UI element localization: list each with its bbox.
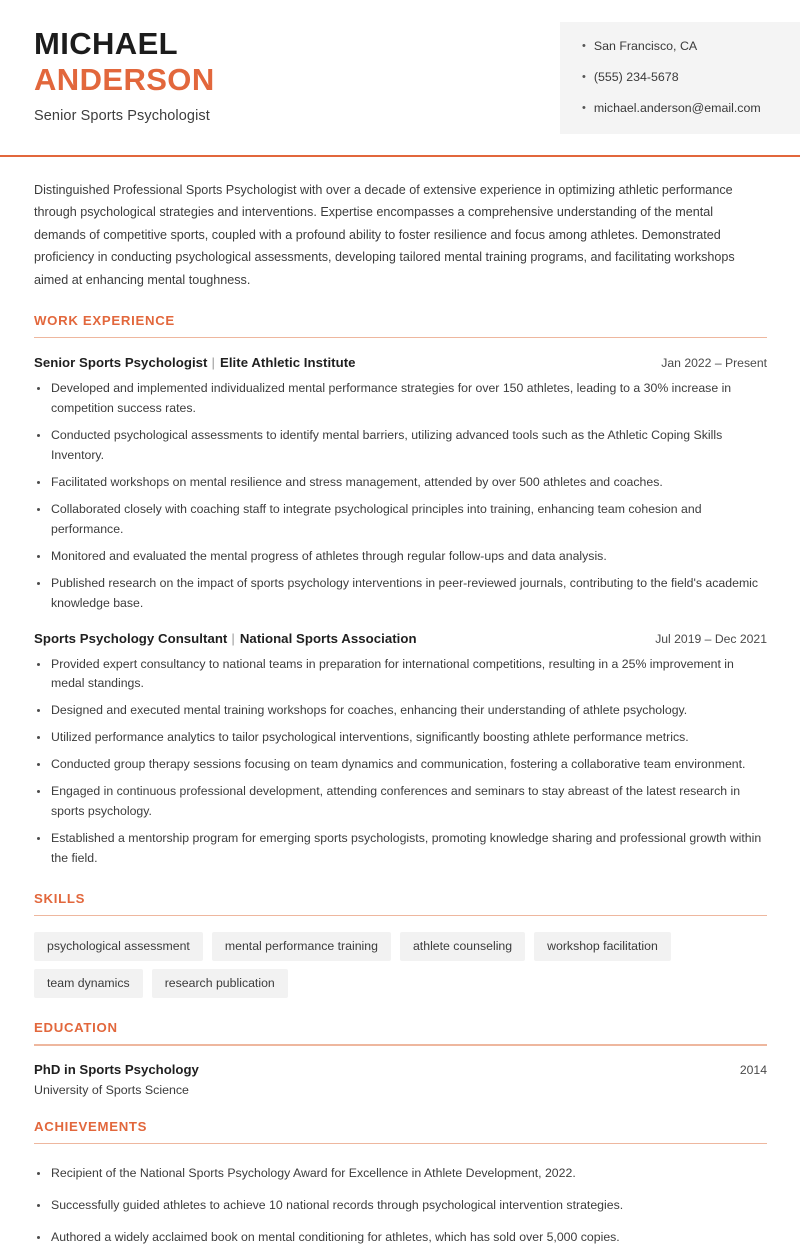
section-title-work-experience: WORK EXPERIENCE [34,312,175,328]
section-title-education: EDUCATION [34,1020,118,1036]
skill-chip: research publication [152,969,288,998]
contact-phone[interactable] [582,69,784,87]
first-name: MICHAEL [34,26,179,61]
list-item: Conducted psychological assessments to identify mental barriers, utilizing advanced tools such as the Athletic Coping Skills Inventory. [34,426,767,466]
skill-chip: workshop facilitation [534,932,671,961]
skill-chip: mental performance training [212,932,391,961]
list-item: Authored a widely acclaimed book on mental conditioning for athletes, which has sold over 5,000 copies. [34,1228,767,1248]
experience-organization: National Sports Association [239,630,417,646]
section-divider [34,337,767,339]
section-skills [34,891,767,999]
list-item: Published research on the impact of sports psychology interventions in peer-reviewed journals, contributing to the field's academic knowledge base. [34,574,767,614]
contact-location-value: San Francisco, CA [593,39,698,53]
contact-panel [560,22,800,134]
identity-block [0,22,215,124]
section-title-skills: SKILLS [34,890,86,906]
experience-bullets [34,655,767,869]
list-item: Facilitated workshops on mental resilience and stress management, attended by over 500 athletes and coaches. [34,473,767,493]
headline-job-title: Senior Sports Psychologist [34,107,210,124]
skill-chip: athlete counseling [400,932,525,961]
education-entry [34,1062,767,1097]
education-degree: PhD in Sports Psychology [34,1061,199,1077]
experience-entry-header [34,631,767,646]
list-item: Designed and executed mental training workshops for coaches, enhancing their understanding of athlete psychology. [34,701,767,721]
experience-role: Sports Psychology Consultant [34,630,228,646]
section-divider [34,1044,767,1046]
skill-chip: team dynamics [34,969,143,998]
list-item: Successfully guided athletes to achieve 10 national records through psychological intervention strategies. [34,1196,767,1216]
skill-chip: psychological assessment [34,932,203,961]
header-divider [0,155,800,157]
experience-entry [34,631,767,869]
contact-email[interactable] [582,100,784,118]
education-year: 2014 [739,1062,767,1077]
section-divider [34,1143,767,1145]
experience-role: Senior Sports Psychologist [34,355,208,371]
list-item: Conducted group therapy sessions focusing on team dynamics and communication, fostering a collaborative team environment. [34,755,767,775]
contact-email-value: michael.anderson@email.com [593,100,761,115]
skills-list [34,932,767,998]
education-institution: University of Sports Science [34,1082,189,1097]
list-item: Established a mentorship program for emerging sports psychologists, promoting knowledge sharing and professional growth within the field. [34,829,767,869]
resume-header [0,0,800,134]
experience-entry-header [34,355,767,370]
contact-phone-value: (555) 234-5678 [593,69,679,84]
experience-bullets [34,379,767,613]
list-item: Provided expert consultancy to national teams in preparation for international competitions, resulting in a 25% improvement in medal standings. [34,655,767,695]
section-work-experience [34,313,767,869]
list-item: Recipient of the National Sports Psychology Award for Excellence in Athlete Development, 2022. [34,1164,767,1184]
section-achievements [34,1119,767,1248]
bullet-icon: • [582,70,586,83]
achievements-list [34,1164,767,1248]
professional-summary: Distinguished Professional Sports Psychologist with over a decade of extensive experience in optimizing athletic performance through psychological strategies and interventions. Expertise encompasses a comprehensive understanding of the mental demands of competitive sports, coupled with a profound ability to foster resilience and focus among athletes. Demonstrated proficiency in conducting psychological assessments, developing tailored mental training programs, and facilitating workshops aimed at enhancing mental toughness. [34,182,735,287]
list-item: Collaborated closely with coaching staff to integrate psychological principles into training, enhancing team cohesion and performance. [34,500,767,540]
section-education [34,1020,767,1097]
education-entry-header [34,1062,767,1077]
experience-title-line [34,631,417,646]
experience-date: Jan 2022 – Present [661,356,767,371]
title-separator: | [211,355,215,371]
contact-location [582,38,784,56]
resume-body [0,179,800,1248]
last-name: ANDERSON [34,61,215,97]
experience-organization: Elite Athletic Institute [220,355,356,371]
list-item: Engaged in continuous professional development, attending conferences and seminars to stay abreast of the latest research in sports psychology. [34,782,767,822]
bullet-icon: • [582,40,586,52]
list-item: Developed and implemented individualized mental performance strategies for over 150 athletes, leading to a 30% increase in competition success rates. [34,379,767,419]
list-item: Monitored and evaluated the mental progress of athletes through regular follow-ups and data analysis. [34,547,767,567]
experience-entry [34,355,767,613]
experience-date: Jul 2019 – Dec 2021 [655,631,767,646]
title-separator: | [231,630,235,646]
experience-title-line [34,355,356,370]
section-title-achievements: ACHIEVEMENTS [34,1118,148,1134]
section-divider [34,915,767,917]
bullet-icon: • [582,101,586,114]
list-item: Utilized performance analytics to tailor psychological interventions, significantly boosting athlete performance metrics. [34,728,767,748]
